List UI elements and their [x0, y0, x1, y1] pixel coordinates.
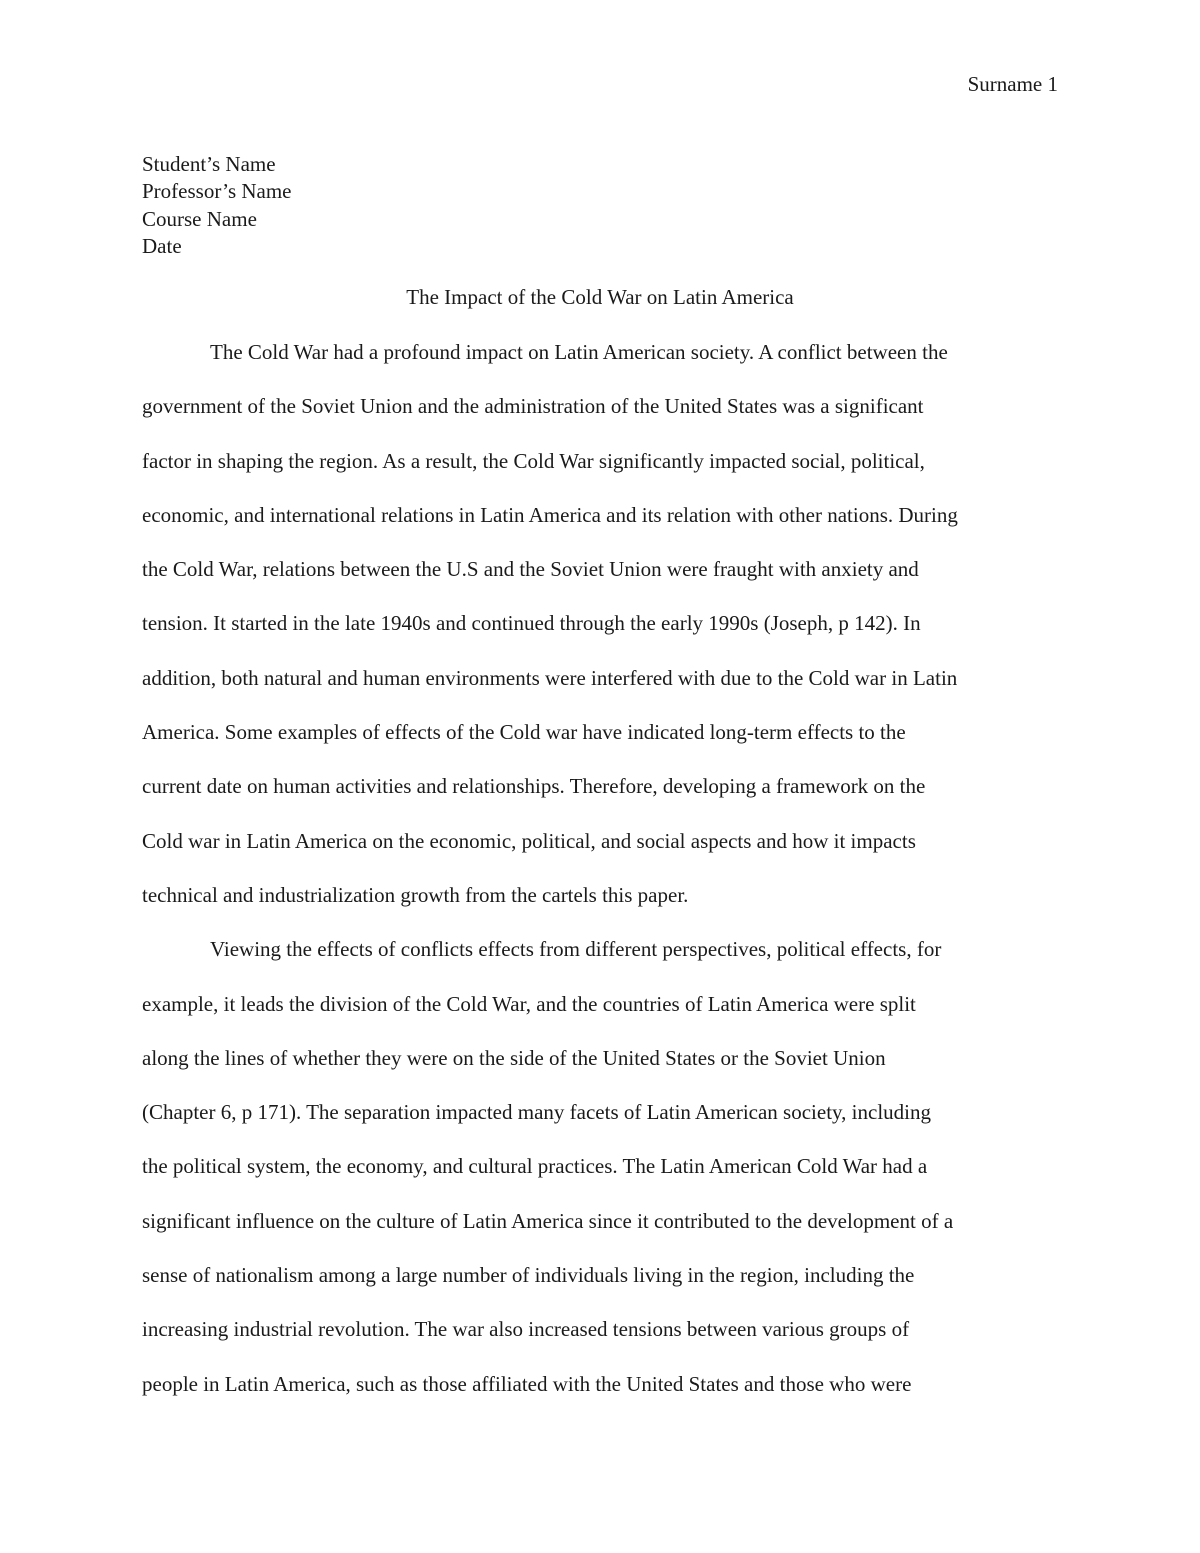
paragraph-line: the political system, the economy, and cultural practices. The Latin American Cold War had a: [142, 1154, 928, 1179]
paragraph-line: America. Some examples of effects of the Cold war have indicated long-term effects to the: [142, 720, 906, 745]
date: Date: [142, 233, 182, 258]
paragraph-line: government of the Soviet Union and the administration of the United States was a significant: [142, 394, 924, 419]
course-name: Course Name: [142, 206, 257, 231]
paragraph-line: factor in shaping the region. As a result, the Cold War significantly impacted social, political,: [142, 448, 925, 473]
paragraph-line: Cold war in Latin America on the economic, political, and social aspects and how it impacts: [142, 828, 916, 853]
paragraph-line: along the lines of whether they were on the side of the United States or the Soviet Union: [142, 1045, 886, 1070]
body-text: [142, 325, 1058, 1411]
running-head: Surname 1: [967, 72, 1058, 96]
paragraph-line: addition, both natural and human environments were interfered with due to the Cold war in Latin: [142, 665, 958, 690]
paragraph-line: example, it leads the division of the Cold War, and the countries of Latin America were split: [142, 991, 916, 1016]
heading-block: [142, 151, 292, 260]
paragraph-line: significant influence on the culture of Latin America since it contributed to the development of a: [142, 1208, 954, 1233]
paragraph-line: tension. It started in the late 1940s and continued through the early 1990s (Joseph, p 142). In: [142, 611, 921, 636]
paragraph-line: economic, and international relations in Latin America and its relation with other nations. During: [142, 502, 958, 527]
professor-name: Professor’s Name: [142, 179, 292, 204]
paragraph-line: increasing industrial revolution. The war also increased tensions between various groups of: [142, 1317, 910, 1342]
paragraph-line: sense of nationalism among a large number of individuals living in the region, including the: [142, 1263, 915, 1288]
paragraph-line: the Cold War, relations between the U.S and the Soviet Union were fraught with anxiety and: [142, 557, 919, 582]
paper-title: The Impact of the Cold War on Latin America: [406, 285, 794, 309]
paragraph-line: The Cold War had a profound impact on Latin American society. A conflict between the: [210, 340, 948, 364]
paragraph-line: (Chapter 6, p 171). The separation impacted many facets of Latin American society, including: [142, 1100, 931, 1125]
paragraph-line: current date on human activities and relationships. Therefore, developing a framework on the: [142, 774, 926, 799]
student-name: Student’s Name: [142, 152, 276, 176]
paragraph-line: people in Latin America, such as those affiliated with the United States and those who were: [142, 1371, 912, 1396]
paragraph-line: Viewing the effects of conflicts effects from different perspectives, political effects, for: [210, 937, 942, 962]
paragraph-line: technical and industrialization growth from the cartels this paper.: [142, 882, 689, 907]
